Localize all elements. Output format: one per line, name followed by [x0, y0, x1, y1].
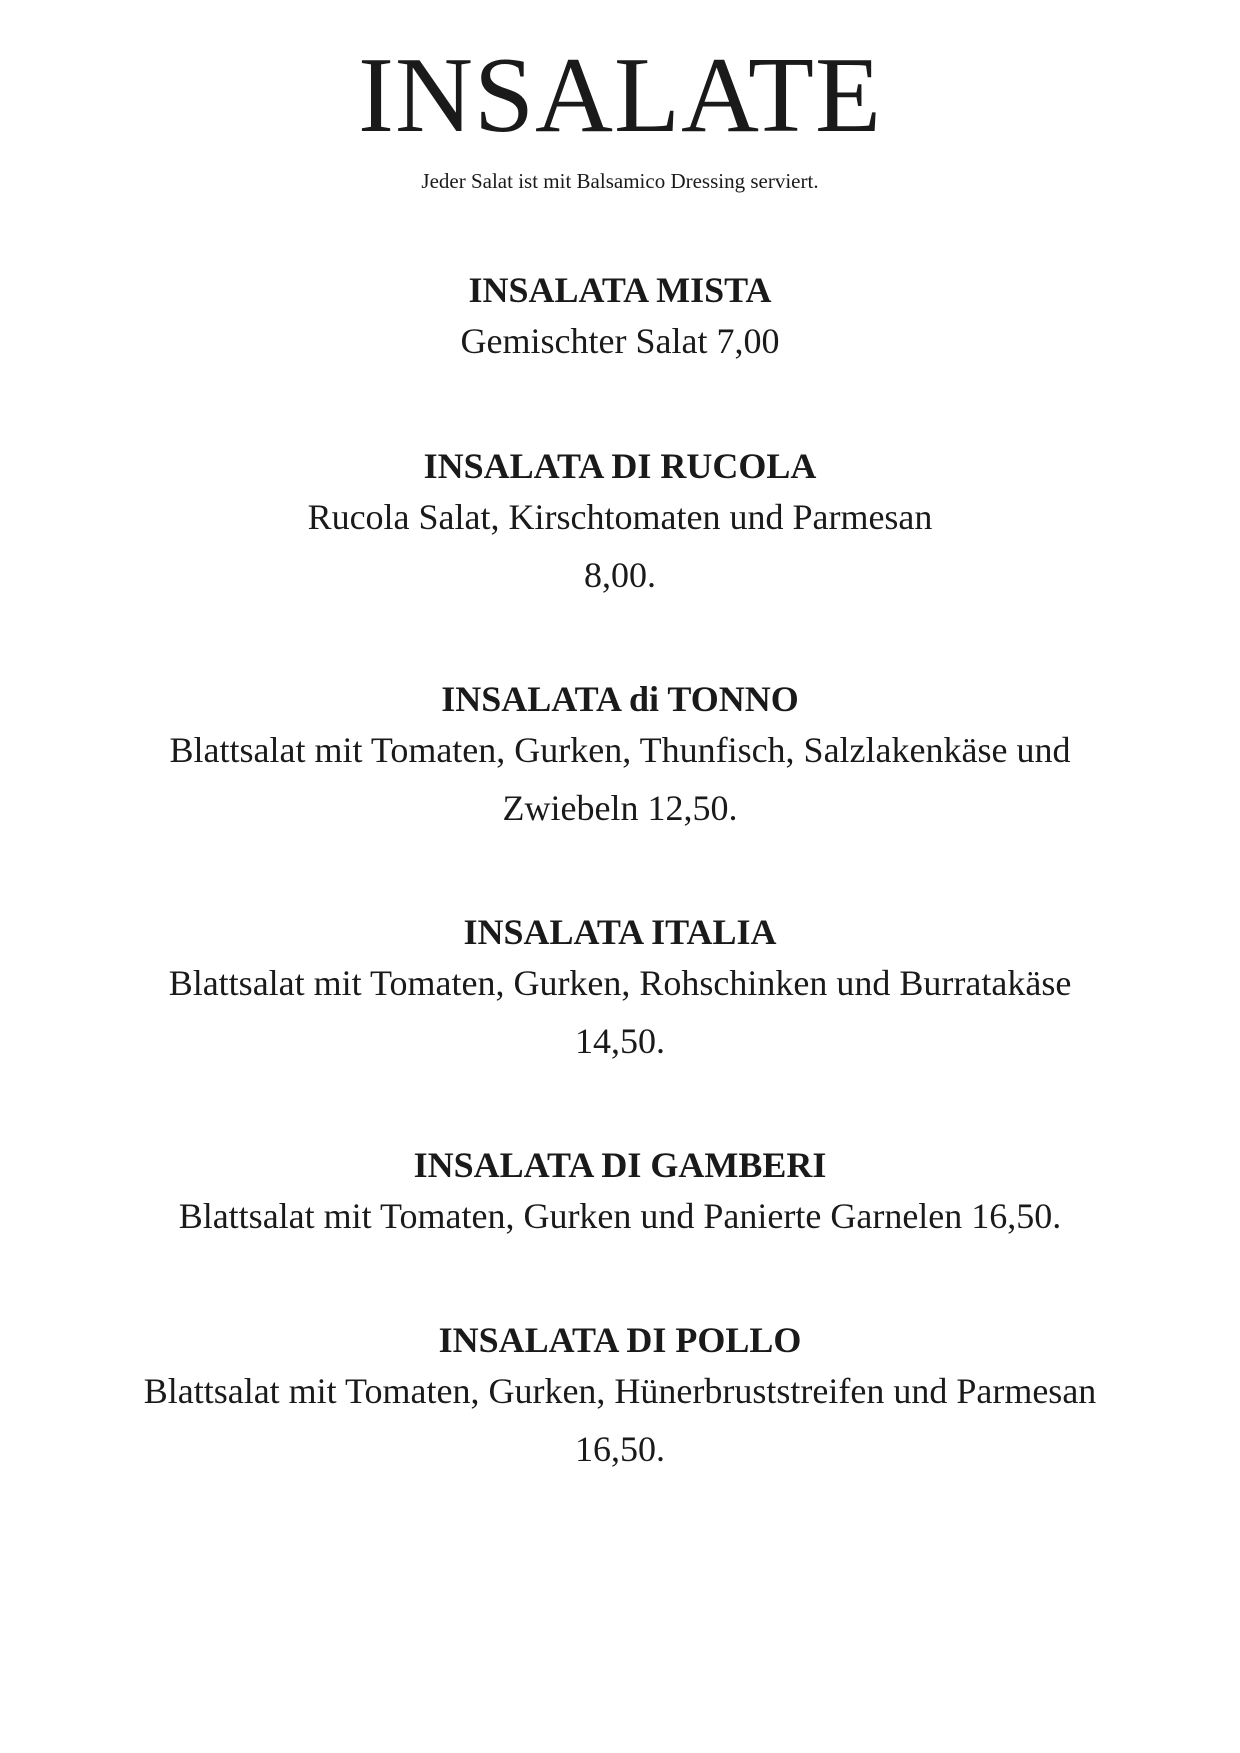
menu-item-name: INSALATA MISTA: [468, 270, 772, 310]
menu-item-insalata-di-gamberi: [40, 1143, 1200, 1245]
menu-item-insalata-mista: [40, 268, 1200, 370]
menu-item-description: Gemischter Salat 7,00: [460, 321, 780, 361]
menu-item-description: Blattsalat mit Tomaten, Gurken, Thunfisch, Salzlakenkäse und: [169, 730, 1071, 770]
menu-item-name: INSALATA DI GAMBERI: [413, 1145, 827, 1185]
menu-item-insalata-di-pollo: [40, 1318, 1200, 1478]
page-subtitle: Jeder Salat ist mit Balsamico Dressing serviert.: [421, 169, 819, 193]
menu-item-name: INSALATA DI RUCOLA: [423, 446, 817, 486]
menu-item-description: Blattsalat mit Tomaten, Gurken, Hünerbruststreifen und Parmesan: [143, 1371, 1097, 1411]
menu-item-price: 8,00.: [584, 555, 656, 595]
menu-item-insalata-di-tonno: [40, 677, 1200, 837]
menu-item-price: Zwiebeln 12,50.: [502, 788, 738, 828]
menu-item-price: 16,50.: [575, 1429, 665, 1469]
menu-item-name: INSALATA DI POLLO: [438, 1320, 802, 1360]
menu-item-description: Blattsalat mit Tomaten, Gurken, Rohschinken und Burratakäse: [168, 963, 1072, 1003]
menu-item-description: Blattsalat mit Tomaten, Gurken und Panierte Garnelen 16,50.: [178, 1196, 1062, 1236]
menu-item-insalata-di-rucola: [40, 444, 1200, 604]
menu-item-price: 14,50.: [575, 1021, 665, 1061]
menu-item-description: Rucola Salat, Kirschtomaten und Parmesan: [307, 497, 933, 537]
page-title: INSALATE: [358, 36, 882, 155]
menu-item-name: INSALATA ITALIA: [463, 912, 777, 952]
menu-item-name: INSALATA di TONNO: [441, 679, 799, 719]
menu-item-insalata-italia: [40, 910, 1200, 1070]
